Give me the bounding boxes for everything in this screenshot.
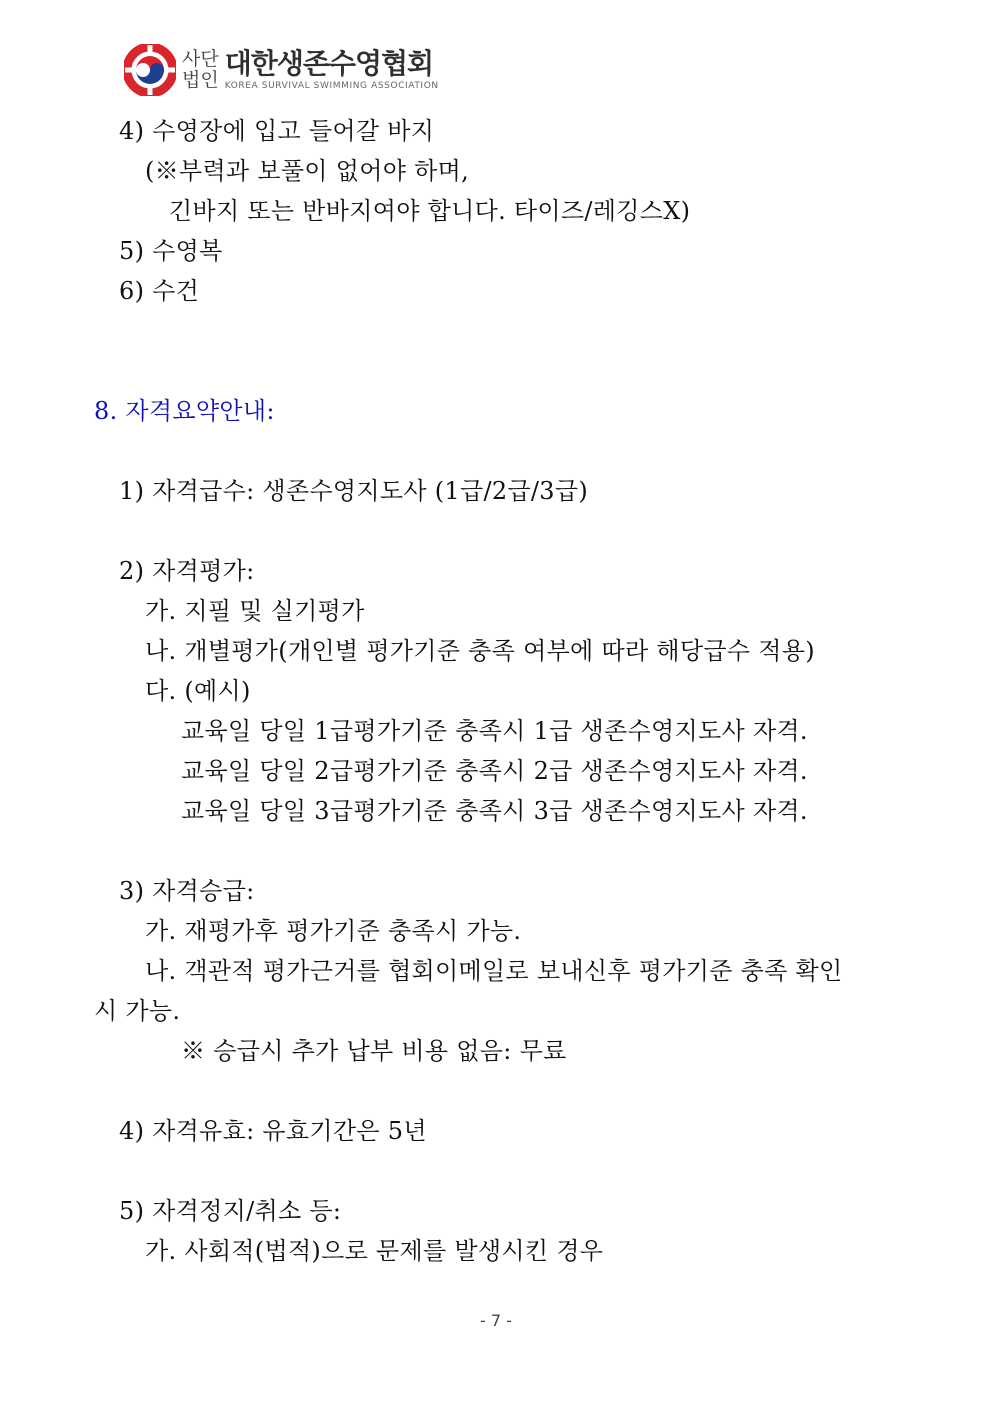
qualification-validity: 4) 자격유효: 유효기간은 5년 [119,1117,427,1145]
evaluation-item-a: 가. 지필 및 실기평가 [145,597,365,625]
item-4-note-continued: 긴바지 또는 반바지여야 합니다. 타이즈/레깅스X) [169,197,691,225]
suspension-item-a: 가. 사회적(법적)으로 문제를 발생시킨 경우 [145,1237,604,1265]
corporation-type [182,49,219,91]
qualification-suspension-heading: 5) 자격정지/취소 등: [119,1197,342,1225]
evaluation-item-b: 나. 개별평가(개인별 평가기준 충족 여부에 따라 해당급수 적용) [145,637,815,665]
item-6-towel: 6) 수건 [119,277,200,305]
promotion-item-b-continued: 시 가능. [94,997,181,1025]
qualification-promotion-heading: 3) 자격승급: [119,877,255,905]
evaluation-item-c: 다. (예시) [145,677,251,705]
lifebuoy-icon [124,44,176,96]
promotion-fee-note: ※ 승급시 추가 납부 비용 없음: 무료 [181,1037,567,1065]
section-8-heading: 8. 자격요약안내: [94,397,275,425]
item-4-trousers: 4) 수영장에 입고 들어갈 바지 [119,117,435,145]
association-logo [124,42,439,98]
logo-small-top: 사단 [182,48,219,70]
qualification-evaluation-heading: 2) 자격평가: [119,557,255,585]
organization-name: 대한생존수영협회 [224,47,434,80]
example-grade-2: 교육일 당일 2급평가기준 충족시 2급 생존수영지도사 자격. [181,757,808,785]
qualification-grades: 1) 자격급수: 생존수영지도사 (1급/2급/3급) [119,477,588,505]
page-number: - 7 - [480,1311,512,1330]
organization-name-english: KOREA SURVIVAL SWIMMING ASSOCIATION [224,81,439,91]
promotion-item-b: 나. 객관적 평가근거를 협회이메일로 보내신후 평가기준 충족 확인 [145,957,843,985]
promotion-item-a: 가. 재평가후 평가기준 충족시 가능. [145,917,522,945]
item-4-note: (※부력과 보풀이 없어야 하며, [145,157,470,185]
item-5-swimsuit: 5) 수영복 [119,237,223,265]
example-grade-1: 교육일 당일 1급평가기준 충족시 1급 생존수영지도사 자격. [181,717,808,745]
example-grade-3: 교육일 당일 3급평가기준 충족시 3급 생존수영지도사 자격. [181,797,808,825]
logo-small-bottom: 법인 [182,69,219,91]
